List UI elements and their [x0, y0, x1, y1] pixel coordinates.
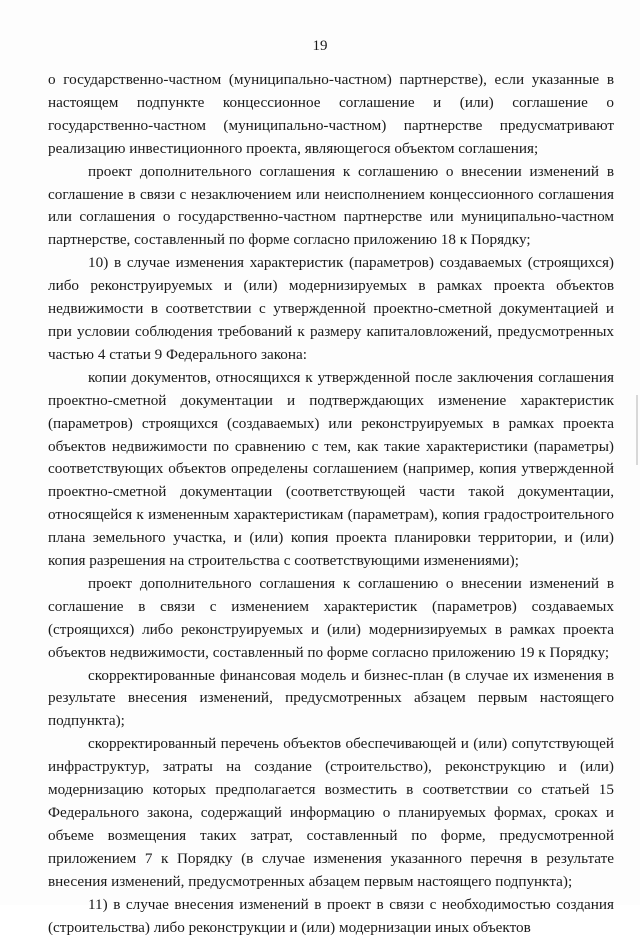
paragraph-item-10: 10) в случае изменения характеристик (параметров) создаваемых (строящихся) либо реконструируемых и (или) модернизируемых в рамках проекта объектов недвижимости в соответствии с утвержденной проектно-сметной документацией и при условии соблюдения требований к размеру капиталовложений, предусмотренных частью 4 статьи 9 Федерального закона: [48, 254, 614, 363]
paragraph-document-copies: копии документов, относящихся к утвержденной после заключения соглашения проектно-сметной документации и подтверждающих изменение характеристик (параметров) строящихся (создаваемых) или реконструируемых в рамках проекта объектов недвижимости по сравнению с тем, как такие характеристики (параметры) соответствующих объектов определены соглашением (например, копия утвержденной проектно-сметной документации (соответствующей части такой документации, относящейся к измененным характеристикам (параметрам), копия градостроительного плана земельного участка, и (или) копия проекта планировки территории, и (или) копия разрешения на строительства с соответствующими изменениями); [48, 368, 614, 570]
document-body [48, 69, 614, 939]
paragraph-financial-model: скорректированные финансовая модель и бизнес-план (в случае их изменения в результате внесения изменений, предусмотренных абзацем первым настоящего подпункта); [48, 666, 614, 730]
paragraph-agreement-continuation: о государственно-частном (муниципально-частном) партнерстве), если указанные в настоящем подпункте концессионное соглашение и (или) соглашение о государственно-частном (муниципально-частном) партнерстве предусматривают реализацию инвестиционного проекта, являющегося объектом соглашения; [48, 71, 614, 157]
paragraph-item-11: 11) в случае внесения изменений в проект в связи с необходимостью создания (строительства) либо реконструкции и (или) модернизации иных объектов [48, 895, 614, 936]
paragraph-draft-agreement-characteristics: проект дополнительного соглашения к соглашению о внесении изменений в соглашение в связи с изменением характеристик (параметров) создаваемых (строящихся) либо реконструируемых и (или) модернизируемых в рамках проекта объектов недвижимости, составленный по форме согласно приложению 19 к Порядку; [48, 574, 614, 661]
page-number: 19 [312, 38, 328, 54]
paragraph-infrastructure-list: скорректированный перечень объектов обеспечивающей и (или) сопутствующей инфраструктур, затраты на создание (строительство), реконструкцию и (или) модернизацию которых предполагается возместить в соответствии со статьей 15 Федерального закона, содержащий информацию о планируемых формах, сроках и объеме возмещения таких затрат, составленный по форме, предусмотренной приложением 7 к Порядку (в случае изменения указанного перечня в результате внесения изменений, предусмотренных абзацем первым настоящего подпункта); [48, 735, 614, 890]
scan-edge-mark [636, 395, 638, 465]
paragraph-draft-agreement-nonconclusion: проект дополнительного соглашения к соглашению о внесении изменений в соглашение в связи с незаключением или неисполнением концессионного соглашения или соглашения о государственно-частном партнерстве или муниципально-частном партнерстве, составленный по форме согласно приложению 18 к Порядку; [48, 162, 614, 249]
